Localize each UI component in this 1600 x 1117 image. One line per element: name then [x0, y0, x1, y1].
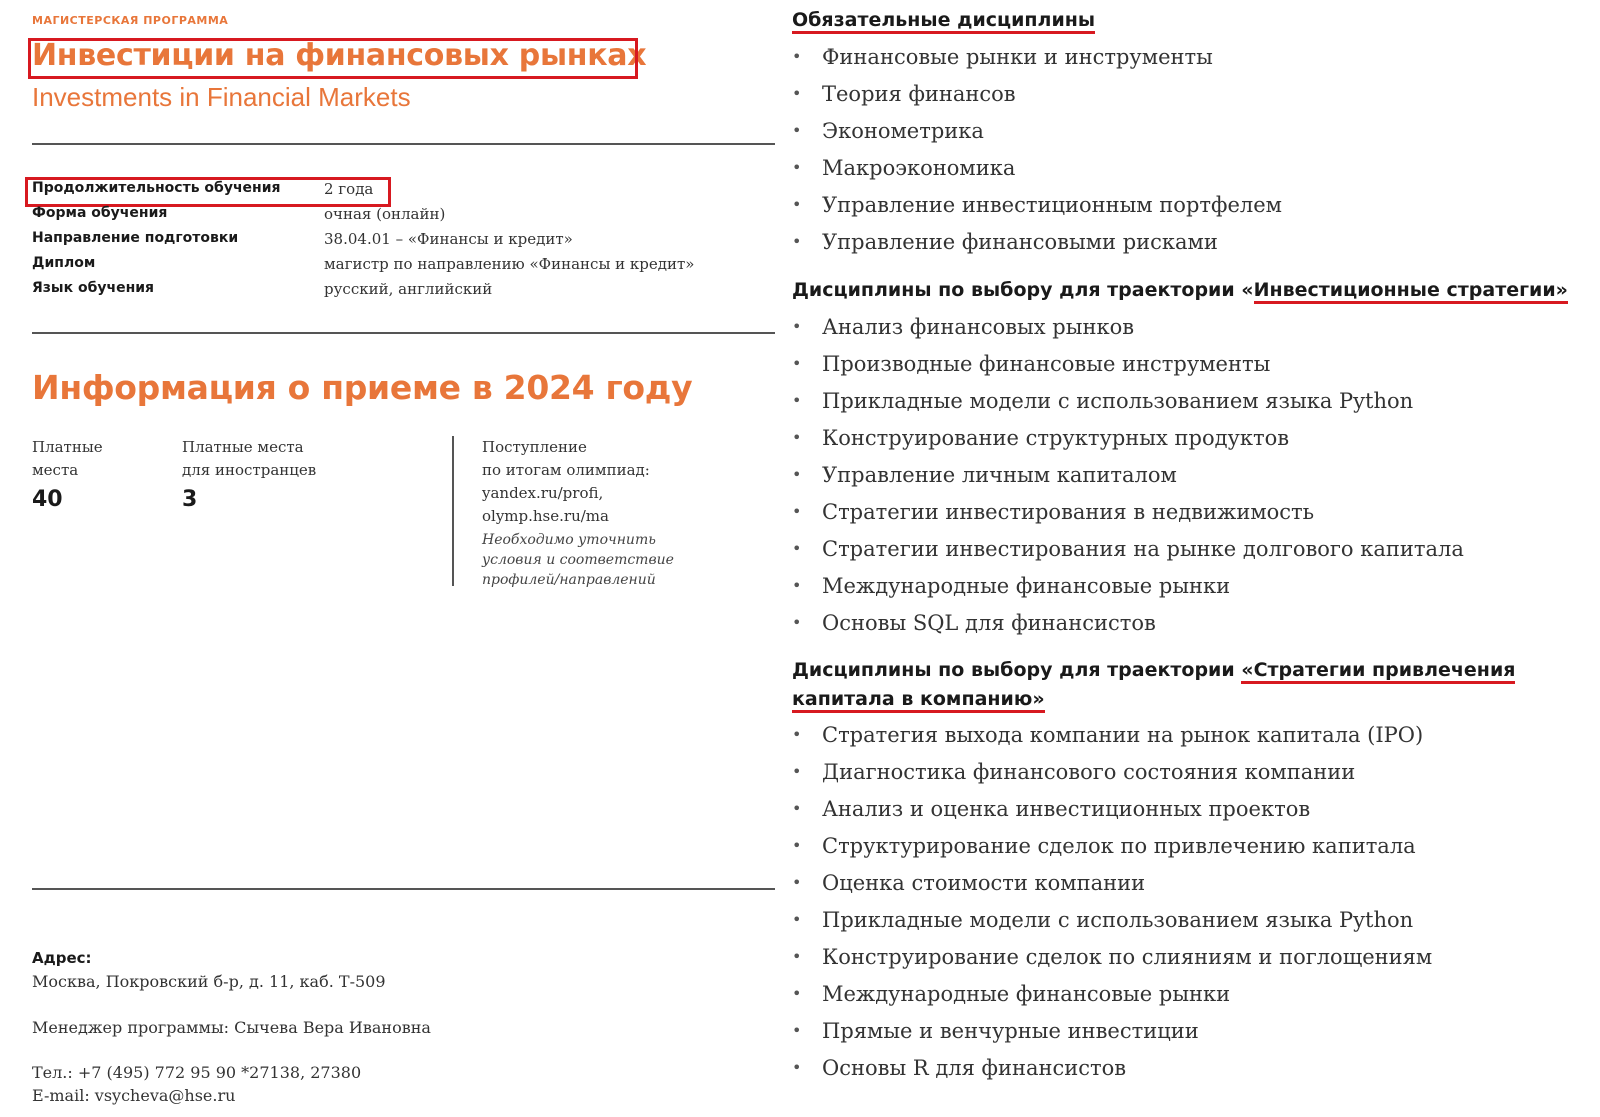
- list-item: • Управление личным капиталом: [790, 460, 1464, 497]
- list-item: • Диагностика финансового состояния компании: [790, 757, 1432, 794]
- list-item: • Прямые и венчурные инвестиции: [790, 1016, 1432, 1053]
- mandatory-list: [790, 42, 1282, 264]
- note-line: Необходимо уточнить: [482, 532, 656, 548]
- list-item: • Конструирование структурных продуктов: [790, 423, 1464, 460]
- fact-value: 38.04.01 – «Финансы и кредит»: [324, 230, 573, 248]
- title-highlight-box: [28, 38, 638, 79]
- track2-heading-name: капитала в компанию»: [792, 688, 1045, 713]
- list-item: • Управление инвестиционным портфелем: [790, 190, 1282, 227]
- paid-label: места: [32, 461, 79, 479]
- list-item: • Структурирование сделок по привлечению капитала: [790, 831, 1432, 868]
- olymp-link: yandex.ru/profi,: [482, 484, 604, 502]
- olymp-link: olymp.hse.ru/ma: [482, 507, 609, 525]
- fact-key: Продолжительность обучения: [32, 180, 281, 196]
- list-item: • Международные финансовые рынки: [790, 571, 1464, 608]
- track1-heading: [792, 276, 1568, 305]
- list-item: • Конструирование сделок по слияниям и поглощениям: [790, 942, 1432, 979]
- list-item: • Стратегия выхода компании на рынок капитала (IPO): [790, 720, 1432, 757]
- olymp-line: по итогам олимпиад:: [482, 461, 650, 479]
- note-line: условия и соответствие: [482, 552, 674, 568]
- track1-heading-prefix: Дисциплины по выбору для траектории «: [792, 279, 1254, 301]
- olymp-line: Поступление: [482, 438, 587, 456]
- mandatory-heading-text: Обязательные дисциплины: [792, 9, 1095, 34]
- manager: Менеджер программы: Сычева Вера Ивановна: [32, 1018, 431, 1037]
- paid-count: 40: [32, 487, 63, 512]
- list-item: • Эконометрика: [790, 116, 1282, 153]
- olympiad-info: [482, 436, 782, 590]
- fact-value: 2 года: [324, 180, 374, 198]
- phone: Тел.: +7 (495) 772 95 90 *27138, 27380: [32, 1063, 362, 1082]
- program-title-en: Investments in Financial Markets: [32, 82, 411, 112]
- foreign-places: [182, 436, 316, 511]
- list-item: • Анализ финансовых рынков: [790, 312, 1464, 349]
- list-item: • Прикладные модели с использованием языка Python: [790, 905, 1432, 942]
- track1-heading-name: Инвестиционные стратегии»: [1254, 279, 1568, 304]
- contacts: [32, 946, 431, 1107]
- track2-heading-name: «Стратегии привлечения: [1241, 659, 1515, 684]
- address-label: Адрес:: [32, 949, 92, 967]
- program-kicker: МАГИСТЕРСКАЯ ПРОГРАММА: [32, 14, 229, 27]
- list-item: • Анализ и оценка инвестиционных проектов: [790, 794, 1432, 831]
- admission-title: Информация о приеме в 2024 году: [32, 368, 693, 407]
- fact-value: очная (онлайн): [324, 205, 446, 223]
- fact-value: русский, английский: [324, 280, 493, 298]
- divider: [32, 143, 775, 145]
- note-line: профилей/направлений: [482, 572, 656, 588]
- list-item: • Международные финансовые рынки: [790, 979, 1432, 1016]
- address: Москва, Покровский б-р, д. 11, каб. Т-509: [32, 972, 386, 991]
- list-item: • Стратегии инвестирования в недвижимость: [790, 497, 1464, 534]
- foreign-label: Платные места: [182, 438, 304, 456]
- left-column: [0, 0, 790, 1117]
- track2-heading-prefix: Дисциплины по выбору для траектории: [792, 659, 1242, 681]
- track2-heading: [792, 656, 1515, 714]
- email: E-mail: vsycheva@hse.ru: [32, 1086, 236, 1105]
- fact-key: Диплом: [32, 255, 96, 271]
- divider: [32, 888, 775, 890]
- fact-value: магистр по направлению «Финансы и кредит»: [324, 255, 695, 273]
- paid-places: [32, 436, 103, 511]
- list-item: • Прикладные модели с использованием языка Python: [790, 386, 1464, 423]
- list-item: • Теория финансов: [790, 79, 1282, 116]
- fact-key: Направление подготовки: [32, 230, 239, 246]
- track1-list: [790, 312, 1464, 645]
- list-item: • Производные финансовые инструменты: [790, 349, 1464, 386]
- mandatory-heading: [792, 6, 1095, 35]
- list-item: • Стратегии инвестирования на рынке долгового капитала: [790, 534, 1464, 571]
- list-item: • Основы R для финансистов: [790, 1053, 1432, 1090]
- divider: [32, 332, 775, 334]
- olymp-note: [482, 530, 782, 590]
- fact-key: Язык обучения: [32, 280, 155, 296]
- list-item: • Оценка стоимости компании: [790, 868, 1432, 905]
- program-title-ru: Инвестиции на финансовых рынках: [32, 38, 647, 73]
- foreign-count: 3: [182, 487, 198, 512]
- vertical-divider: [452, 436, 454, 586]
- right-column: [790, 0, 1600, 1117]
- list-item: • Финансовые рынки и инструменты: [790, 42, 1282, 79]
- foreign-label: для иностранцев: [182, 461, 317, 479]
- list-item: • Макроэкономика: [790, 153, 1282, 190]
- track2-list: [790, 720, 1432, 1090]
- fact-key: Форма обучения: [32, 205, 168, 221]
- list-item: • Основы SQL для финансистов: [790, 608, 1464, 645]
- list-item: • Управление финансовыми рисками: [790, 227, 1282, 264]
- paid-label: Платные: [32, 438, 103, 456]
